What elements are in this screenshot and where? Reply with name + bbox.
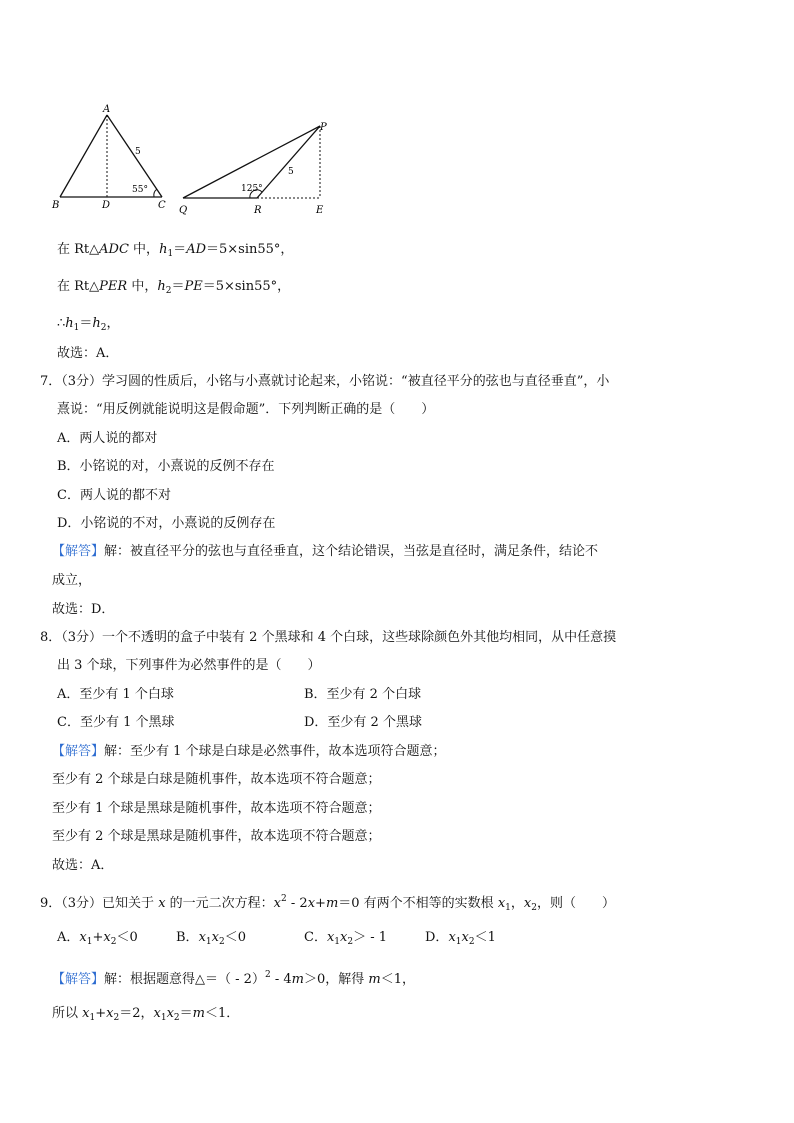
q8-option-a: A．至少有 1 个白球 [57, 687, 174, 702]
text: m [368, 972, 381, 987]
label-angle-55: 55° [132, 185, 148, 195]
text: m [325, 896, 339, 911]
text: x [448, 930, 456, 945]
text: ＞0，解得 [303, 972, 369, 987]
q9-option-a [57, 929, 138, 951]
q9-stem [40, 890, 615, 917]
text: - 2 [286, 896, 308, 911]
triangle-abc-figure [52, 102, 182, 212]
q7-option-d: D．小铭说的不对，小熹说的反例存在 [57, 516, 276, 531]
text: ＜0 [116, 930, 138, 945]
superscript: 2 [264, 970, 271, 980]
text: x [461, 930, 469, 945]
q8-answer-5: 故选：A． [52, 858, 114, 873]
q7-answer-2: 成立， [52, 573, 92, 588]
text: B． [176, 930, 199, 945]
text: m [291, 972, 304, 987]
text: ＝ [173, 242, 187, 257]
subscript: 2 [110, 937, 117, 947]
label-side-5: 5 [135, 147, 141, 157]
label-b: B [52, 200, 60, 211]
label-angle-125: 125° [241, 184, 263, 194]
q9-option-b [176, 929, 246, 951]
solution-line-1 [57, 241, 293, 263]
text: PE [184, 279, 203, 294]
q7-answer-3: 故选：D． [52, 602, 115, 617]
text: ∴ [57, 316, 66, 331]
subscript: 1 [455, 937, 462, 947]
q8-answer-4: 至少有 2 个球是黑球是随机事件，故本选项不符合题意； [52, 829, 381, 844]
text: ADC [99, 242, 129, 257]
q9-answer-2 [52, 1005, 239, 1027]
text: ＝ [179, 1006, 193, 1021]
text: x [198, 930, 206, 945]
subscript: 2 [113, 1013, 120, 1023]
q8-answer-2: 至少有 2 个球是白球是随机事件，故本选项不符合题意； [52, 772, 381, 787]
text: ， [106, 316, 120, 331]
label-a: A [103, 104, 111, 115]
solution-line-3 [57, 315, 120, 337]
label-p: P [320, 122, 327, 133]
text: AD [186, 242, 206, 257]
text: - 4 [270, 972, 292, 987]
text: h [157, 279, 166, 294]
text: PER [99, 279, 128, 294]
text: ＝2， [119, 1006, 154, 1021]
label-e: E [316, 205, 324, 216]
text: x [153, 1006, 161, 1021]
label-side-5: 5 [288, 167, 294, 177]
q8-answer-1 [52, 743, 446, 761]
text: 所以 [52, 1006, 83, 1021]
q8-stem-1: 8．（3分）一个不透明的盒子中装有 2 个黑球和 4 个白球，这些球除颜色外其他均相同，从中任意摸 [40, 630, 617, 645]
text: ＜1 [474, 930, 496, 945]
superscript: 2 [281, 894, 287, 904]
subscript: 2 [347, 937, 354, 947]
text: ＜1， [380, 972, 415, 987]
text: x [103, 930, 111, 945]
subscript: 2 [468, 937, 475, 947]
q9-option-d [425, 929, 496, 951]
q9-answer-1 [52, 966, 415, 989]
q7-stem-1: 7．（3分）学习圆的性质后，小铭与小熹就讨论起来，小铭说：“被直径平分的弦也与直径垂直”，小 [40, 374, 610, 389]
q8-stem-2: 出 3 个球，下列事件为必然事件的是（ ） [57, 658, 321, 673]
text: x [326, 930, 335, 945]
q8-answer-3: 至少有 1 个球是黑球是随机事件，故本选项不符合题意； [52, 801, 381, 816]
text: h [65, 316, 74, 331]
text: 在 Rt△ [57, 279, 100, 294]
text: 9．（3分）已知关于 [40, 896, 159, 911]
text: 解：至少有 1 个球是白球是必然事件，故本选项符合题意； [104, 744, 446, 759]
text: ， [510, 896, 524, 911]
triangle-pqr-figure [175, 118, 335, 218]
segment-ab [60, 115, 107, 197]
text: x [82, 1006, 90, 1021]
subscript: 2 [173, 1013, 180, 1023]
text: ＜0 [224, 930, 246, 945]
text: h [92, 316, 101, 331]
segment-rp [257, 126, 320, 198]
text: ，则（ ） [536, 896, 615, 911]
text: x [340, 930, 348, 945]
subscript: 2 [165, 286, 172, 296]
solution-line-2 [57, 278, 290, 300]
text: x [273, 896, 282, 911]
q8-option-c: C．至少有 1 个黑球 [57, 715, 175, 730]
text: A． [57, 930, 80, 945]
label-d: D [102, 200, 111, 211]
q8-option-b: B．至少有 2 个白球 [304, 687, 422, 702]
text: 解：被直径平分的弦也与直径垂直，这个结论错误，当弦是直径时，满足条件，结论不 [104, 544, 599, 559]
text: ＝5×sin55°， [206, 242, 294, 257]
text: 中， [128, 242, 160, 257]
text: 中， [127, 279, 158, 294]
text: 在 Rt△ [57, 242, 100, 257]
text: + [95, 1006, 107, 1021]
answer-tag: 【解答】 [52, 744, 105, 759]
subscript: 1 [205, 937, 212, 947]
q9-option-c [304, 929, 387, 951]
answer-tag: 【解答】 [52, 972, 105, 987]
subscript: 1 [89, 1013, 96, 1023]
solution-choice: 故选：A． [57, 346, 119, 361]
label-q: Q [179, 205, 188, 216]
text: 解：根据题意得△＝（ - 2） [104, 972, 265, 987]
text: + [92, 930, 104, 945]
subscript: 2 [531, 903, 537, 913]
answer-tag: 【解答】 [52, 544, 105, 559]
text: x [307, 896, 316, 911]
subscript: 1 [167, 249, 174, 259]
text: ＝ [79, 316, 93, 331]
subscript: 1 [334, 937, 341, 947]
text: x [211, 930, 219, 945]
text: x [79, 930, 87, 945]
q7-option-c: C．两人说的都不对 [57, 488, 171, 503]
label-r: R [254, 205, 262, 216]
subscript: 2 [100, 323, 107, 333]
text: C． [304, 930, 327, 945]
text: ＜1． [204, 1006, 240, 1021]
text: x [158, 896, 166, 911]
q7-stem-2: 熹说：“用反例就能说明这是假命题”．下列判断正确的是（ ） [57, 402, 435, 417]
text: D． [425, 930, 449, 945]
text: ＝5×sin55°， [202, 279, 291, 294]
text: ＝0 有两个不相等的实数根 [338, 896, 498, 911]
subscript: 1 [73, 323, 80, 333]
text: m [192, 1006, 205, 1021]
text: x [166, 1006, 174, 1021]
q7-option-b: B．小铭说的对，小熹说的反例不存在 [57, 459, 275, 474]
text: ＝ [171, 279, 185, 294]
subscript: 1 [86, 937, 93, 947]
text: x [523, 896, 532, 911]
text: 的一元二次方程： [165, 896, 274, 911]
subscript: 1 [160, 1013, 167, 1023]
text: ＞ - 1 [353, 930, 388, 945]
q7-option-a: A．两人说的都对 [57, 431, 158, 446]
label-c: C [158, 200, 166, 211]
text: + [315, 896, 326, 911]
q8-option-d: D．至少有 2 个黑球 [304, 715, 422, 730]
angle-c-arc [154, 189, 157, 197]
text: x [497, 896, 506, 911]
q7-answer-1 [52, 543, 598, 561]
subscript: 1 [505, 903, 511, 913]
text: h [159, 242, 168, 257]
subscript: 2 [218, 937, 225, 947]
text: x [106, 1006, 114, 1021]
